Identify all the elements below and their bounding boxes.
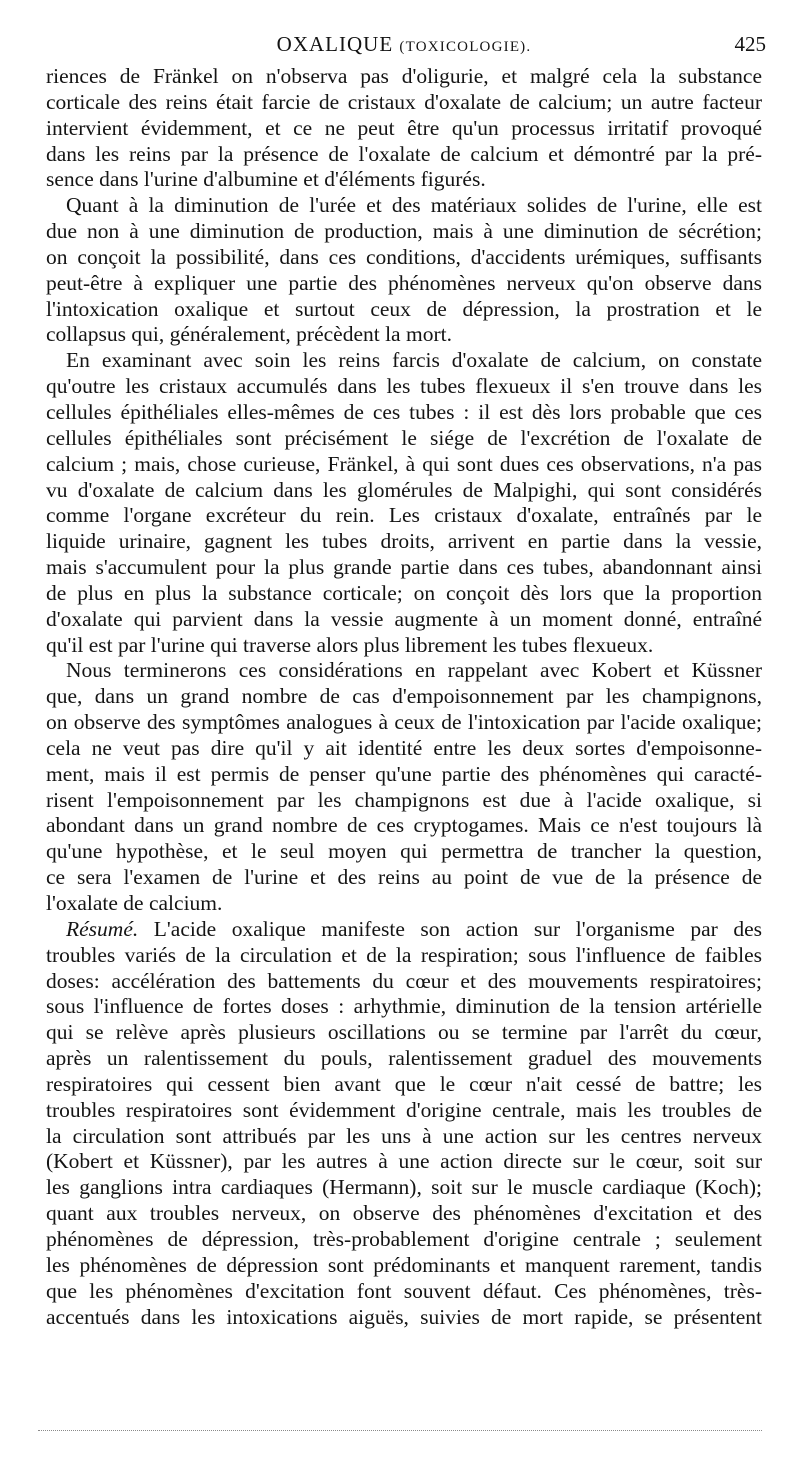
line-text: due non à une diminution de production, mais à une diminution de sécrétion;	[46, 219, 762, 244]
text-line	[46, 607, 762, 633]
text-line	[46, 245, 762, 271]
line-text: ce sera l'examen de l'urine et des reins au point de vue de la présence de	[46, 865, 762, 890]
line-text: quant aux troubles nerveux, on observe des phénomènes d'excitation et des	[46, 1201, 762, 1226]
line-text: abondant dans un grand nombre de ces cryptogames. Mais ce n'est toujours là	[46, 813, 762, 838]
line-text: collapsus qui, généralement, précèdent la mort.	[46, 322, 452, 347]
line-text: respiratoires qui cessent bien avant que le cœur n'ait cessé de battre; les	[46, 1071, 762, 1096]
line-text: que les phénomènes d'excitation font souvent défaut. Ces phénomènes, très-	[46, 1278, 762, 1303]
text-line	[46, 917, 762, 943]
body-text	[46, 64, 762, 1330]
text-line	[46, 736, 762, 762]
text-line	[46, 994, 762, 1020]
line-text: qu'il est par l'urine qui traverse alors plus librement les tubes flexueux.	[46, 632, 654, 657]
text-line	[46, 142, 762, 168]
running-title	[42, 32, 766, 57]
text-line	[46, 1227, 762, 1253]
text-line	[46, 297, 762, 323]
line-text: qu'une hypothèse, et le seul moyen qui permettra de trancher la question,	[46, 839, 762, 864]
text-line	[46, 64, 762, 90]
text-line	[46, 762, 762, 788]
line-text: la circulation sont attribués par les uns à une action sur les centres nerveux	[46, 1123, 762, 1148]
text-line	[46, 193, 762, 219]
section-label: Résumé.	[66, 916, 139, 941]
line-text: liquide urinaire, gagnent les tubes droits, arrivent en partie dans la vessie,	[46, 529, 762, 554]
line-text: ment, mais il est permis de penser qu'une partie des phénomènes qui caracté-	[46, 761, 762, 786]
line-text: que, dans un grand nombre de cas d'empoisonnement par les champignons,	[46, 684, 762, 709]
text-line	[46, 891, 762, 917]
text-line	[46, 1305, 762, 1331]
text-line	[46, 478, 762, 504]
line-text: (Kobert et Küssner), par les autres à une action directe sur le cœur, soit sur	[46, 1149, 762, 1174]
line-text: après un ralentissement du pouls, ralentissement graduel des mouvements	[46, 1046, 762, 1071]
line-text: on conçoit la possibilité, dans ces conditions, d'accidents urémiques, suffisants	[46, 244, 762, 269]
text-line	[46, 529, 762, 555]
text-line	[46, 865, 762, 891]
line-text: Nous terminerons ces considérations en rappelant avec Kobert et Küssner	[66, 658, 762, 683]
line-text: vu d'oxalate de calcium dans les glomérules de Malpighi, qui sont considérés	[46, 477, 762, 502]
line-text: phénomènes de dépression, très-probablement d'origine centrale ; seulement	[46, 1226, 762, 1251]
text-line	[46, 167, 762, 193]
text-line	[46, 658, 762, 684]
line-text: qu'outre les cristaux accumulés dans les tubes flexueux il s'en trouve dans les	[46, 374, 762, 399]
line-text: sous l'influence de fortes doses : arhythmie, diminution de la tension artérielle	[46, 994, 762, 1019]
line-text: qui se relève après plusieurs oscillations ou se termine par l'arrêt du cœur,	[46, 1020, 762, 1045]
text-line	[46, 1098, 762, 1124]
line-text: dans les reins par la présence de l'oxalate de calcium et démontré par la pré-	[46, 141, 762, 166]
text-line	[46, 348, 762, 374]
line-text: accentués dans les intoxications aiguës, suivies de mort rapide, se présentent	[46, 1304, 762, 1329]
running-title-main: OXALIQUE	[276, 32, 394, 56]
text-line	[46, 684, 762, 710]
text-line	[46, 1020, 762, 1046]
line-text: on observe des symptômes analogues à ceux de l'intoxication par l'acide oxalique;	[46, 710, 762, 735]
text-line	[46, 374, 762, 400]
line-text: comme l'organe excréteur du rein. Les cristaux d'oxalate, entraînés par le	[46, 503, 762, 528]
running-title-sub: (TOXICOLOGIE).	[399, 39, 532, 55]
text-line	[46, 1124, 762, 1150]
line-text: cellules épithéliales sont précisément le siége de l'excrétion de l'oxalate de	[46, 425, 762, 450]
line-text: doses: accélération des battements du cœur et des mouvements respiratoires;	[46, 968, 762, 993]
line-text: cela ne veut pas dire qu'il y ait identité entre les deux sortes d'empoisonne-	[46, 735, 762, 760]
text-line	[46, 1175, 762, 1201]
page-number: 425	[734, 32, 766, 56]
line-text: L'acide oxalique manifeste son action sur l'organisme par des	[138, 916, 762, 941]
text-line	[46, 503, 762, 529]
text-line	[46, 322, 762, 348]
line-text: l'intoxication oxalique et surtout ceux de dépression, la prostration et le	[46, 296, 762, 321]
text-line	[46, 581, 762, 607]
line-text: d'oxalate qui parvient dans la vessie augmente à un moment donné, entraîné	[46, 606, 762, 631]
line-text: risent l'empoisonnement par les champignons est due à l'acide oxalique, si	[46, 787, 762, 812]
line-text: calcium ; mais, chose curieuse, Fränkel, à qui sont dues ces observations, n'a pas	[46, 451, 762, 476]
line-text: En examinant avec soin les reins farcis d'oxalate de calcium, on constate	[66, 348, 762, 373]
text-line	[46, 426, 762, 452]
bottom-rule	[38, 1430, 762, 1431]
running-header	[42, 32, 766, 62]
text-line	[46, 710, 762, 736]
text-line	[46, 452, 762, 478]
line-text: l'oxalate de calcium.	[46, 891, 223, 915]
line-text: sence dans l'urine d'albumine et d'éléments figurés.	[46, 167, 486, 192]
text-line	[46, 90, 762, 116]
line-text: les ganglions intra cardiaques (Hermann), soit sur le muscle cardiaque (Koch);	[46, 1175, 762, 1200]
text-line	[46, 271, 762, 297]
line-text: troubles variés de la circulation et de la respiration; sous l'influence de faibles	[46, 942, 762, 967]
line-text: de plus en plus la substance corticale; on conçoit dès lors que la proportion	[46, 580, 762, 605]
text-line	[46, 1279, 762, 1305]
text-line	[46, 813, 762, 839]
text-line	[46, 839, 762, 865]
text-line	[46, 1072, 762, 1098]
line-text: troubles respiratoires sont évidemment d'origine centrale, mais les troubles de	[46, 1097, 762, 1122]
text-line	[46, 969, 762, 995]
line-text: Quant à la diminution de l'urée et des matériaux solides de l'urine, elle est	[66, 193, 762, 218]
text-line	[46, 1046, 762, 1072]
text-line	[46, 219, 762, 245]
text-line	[46, 116, 762, 142]
line-text: corticale des reins était farcie de cristaux d'oxalate de calcium; un autre facteur	[46, 89, 762, 114]
text-line	[46, 555, 762, 581]
text-line	[46, 788, 762, 814]
text-line	[46, 1201, 762, 1227]
text-line	[46, 400, 762, 426]
line-text: riences de Fränkel on n'observa pas d'oligurie, et malgré cela la substance	[46, 64, 762, 88]
text-line	[46, 1149, 762, 1175]
text-line	[46, 943, 762, 969]
text-line	[46, 1253, 762, 1279]
line-text: cellules épithéliales elles-mêmes de ces tubes : il est dès lors probable que ces	[46, 399, 762, 424]
line-text: intervient évidemment, et ce ne peut être qu'un processus irritatif provoqué	[46, 115, 762, 140]
text-line	[46, 633, 762, 659]
line-text: les phénomènes de dépression sont prédominants et manquent rarement, tandis	[46, 1252, 762, 1277]
line-text: mais s'accumulent pour la plus grande partie dans ces tubes, abandonnant ainsi	[46, 555, 762, 580]
line-text: peut-être à expliquer une partie des phénomènes nerveux qu'on observe dans	[46, 270, 762, 295]
